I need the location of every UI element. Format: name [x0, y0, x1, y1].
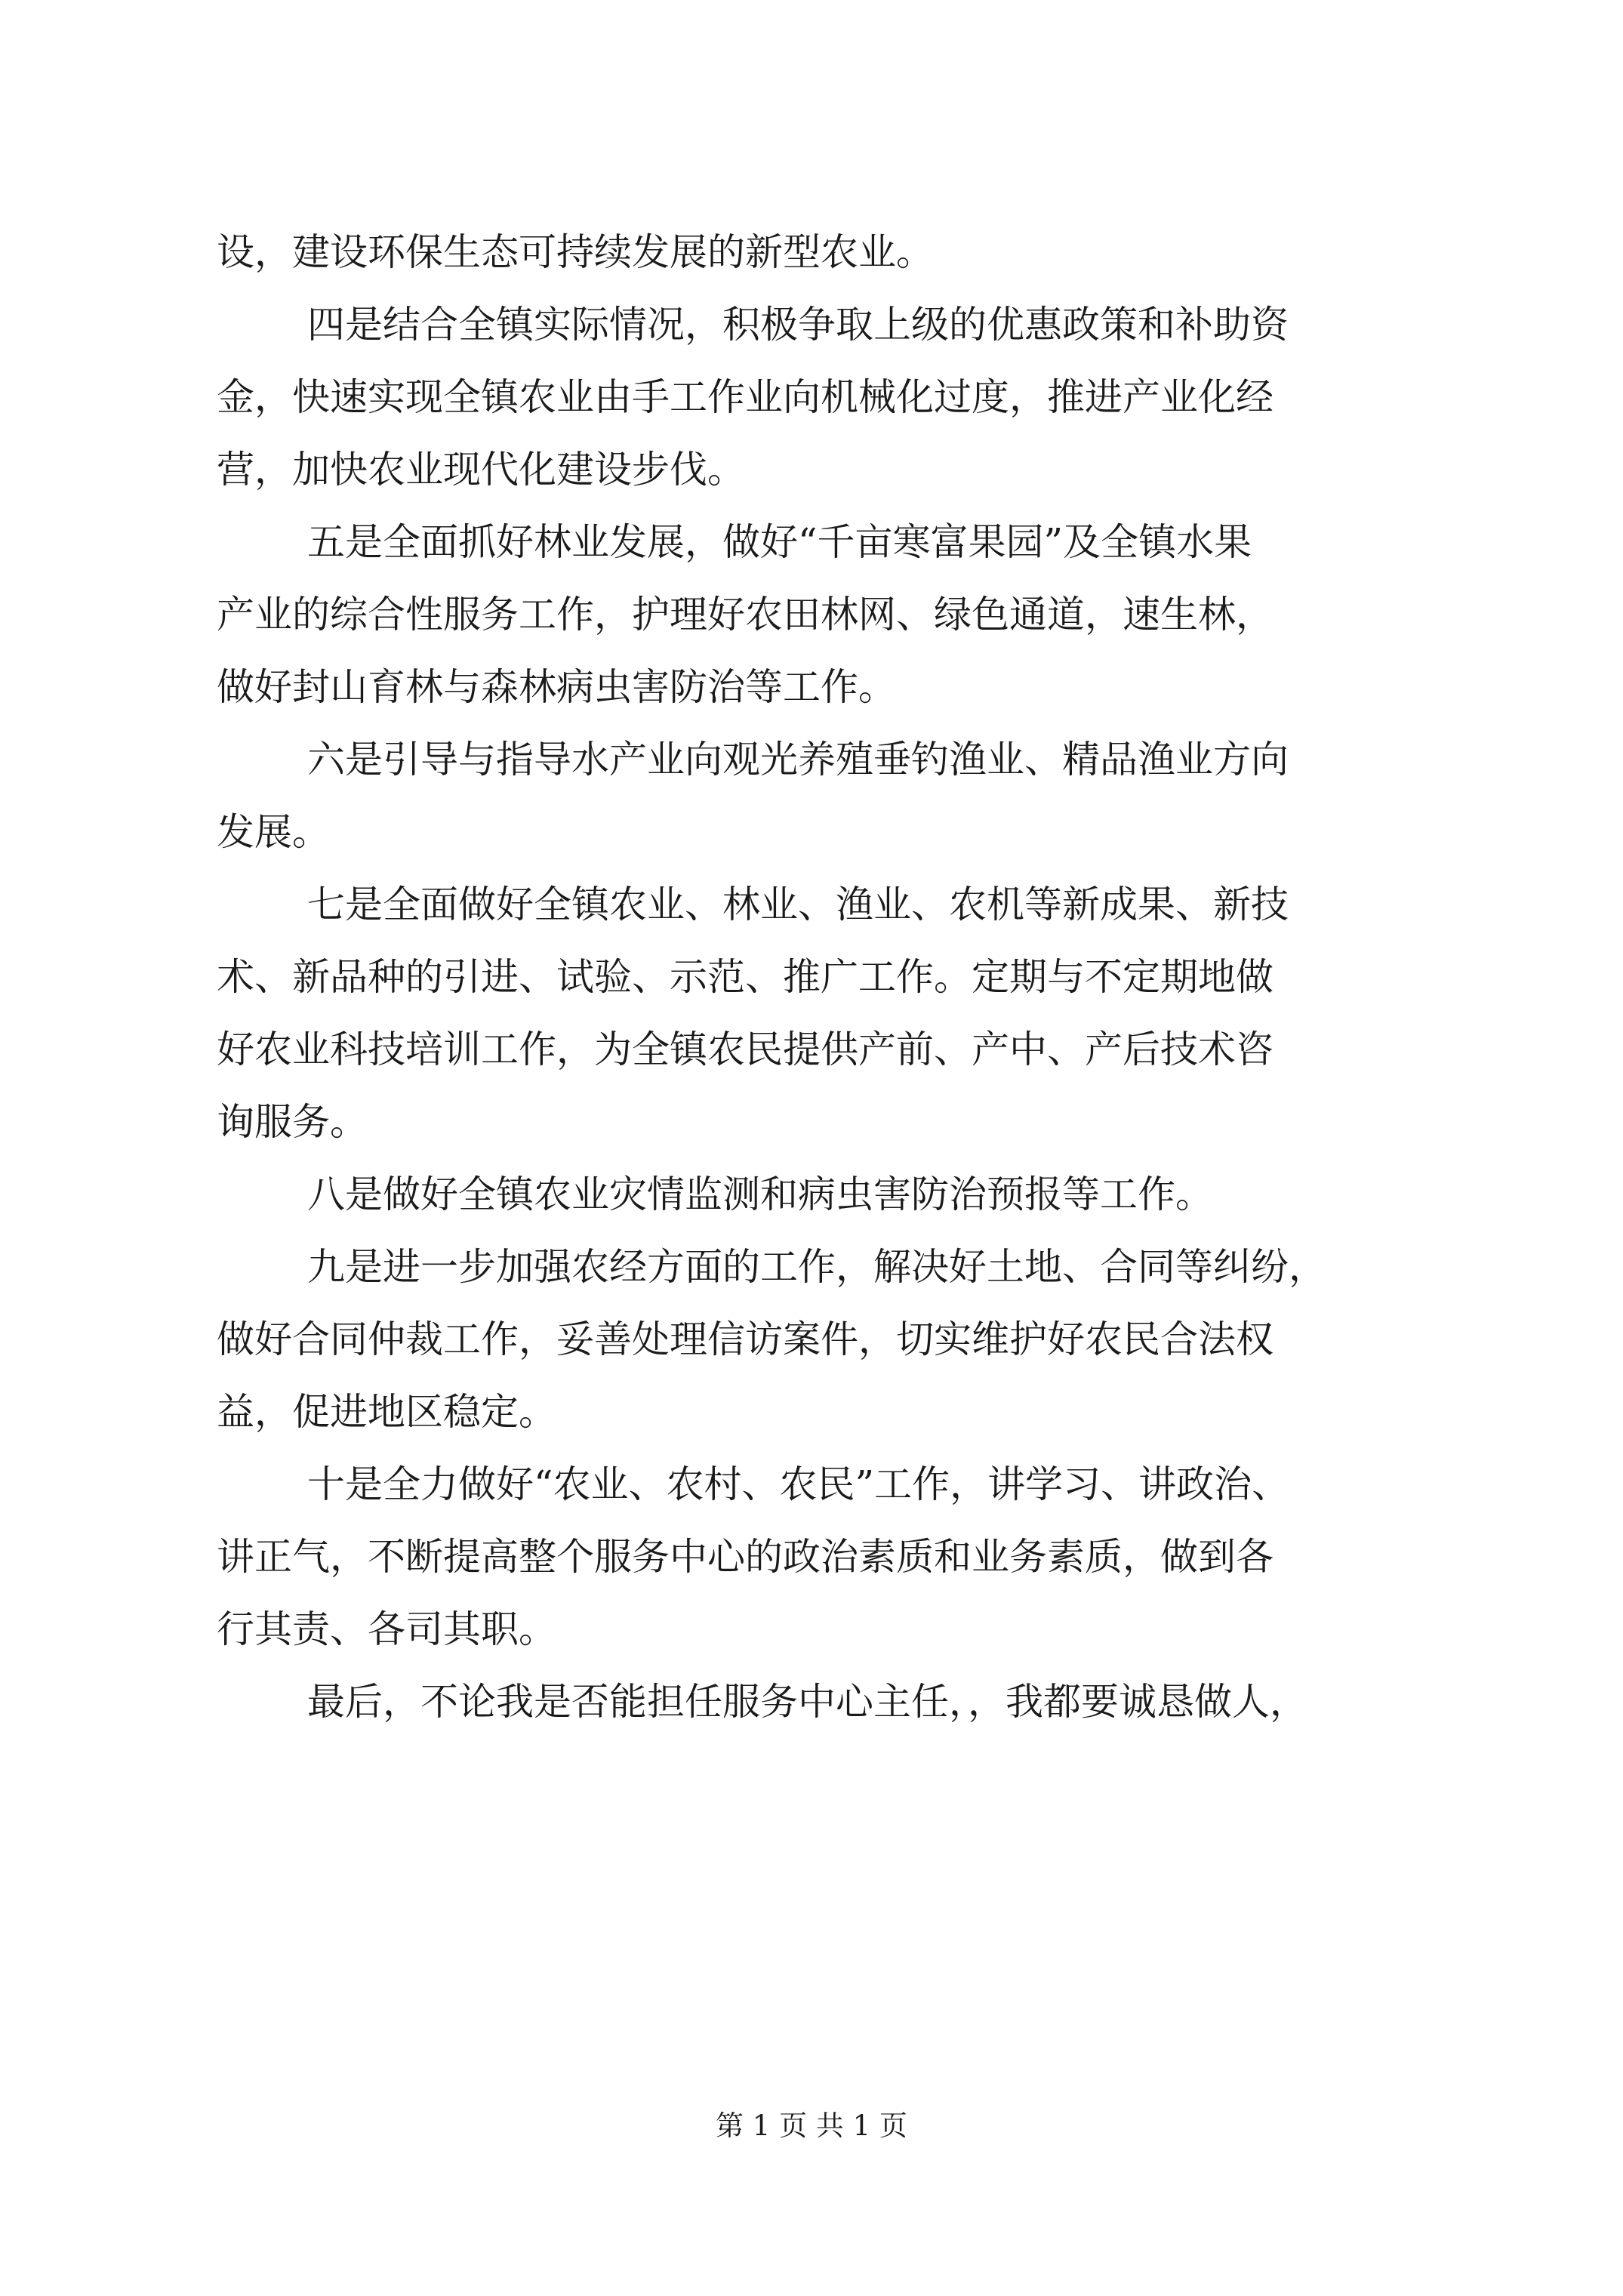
text-line: 发展。 [217, 810, 330, 854]
text-line: 五是全面抓好林业发展，做好“千亩寒富果园”及全镇水果 [307, 520, 1252, 564]
page-number-footer: 第 1 页 共 1 页 [716, 2110, 907, 2142]
text-line: 四是结合全镇实际情况，积极争取上级的优惠政策和补助资 [307, 303, 1289, 347]
text-line: 九是进一步加强农经方面的工作，解决好土地、合同等纠纷， [307, 1245, 1326, 1289]
text-line: 做好合同仲裁工作，妥善处理信访案件，切实维护好农民合法权 [217, 1318, 1273, 1361]
text-line: 行其责、各司其职。 [217, 1607, 556, 1651]
text-line: 七是全面做好全镇农业、林业、渔业、农机等新成果、新技 [307, 883, 1289, 926]
text-line: 讲正气，不断提高整个服务中心的政治素质和业务素质，做到各 [217, 1535, 1273, 1579]
text-line: 营，加快农业现代化建设步伐。 [217, 448, 745, 492]
text-line: 十是全力做好“农业、农村、农民”工作，讲学习、讲政治、 [307, 1462, 1290, 1506]
text-line: 产业的综合性服务工作，护理好农田林网、绿色通道，速生林， [217, 593, 1273, 636]
text-line: 设，建设环保生态可持续发展的新型农业。 [217, 230, 934, 274]
text-line: 八是做好全镇农业灾情监测和病虫害防治预报等工作。 [307, 1173, 1213, 1216]
text-line: 询服务。 [217, 1100, 368, 1144]
text-line: 好农业科技培训工作，为全镇农民提供产前、产中、产后技术咨 [217, 1028, 1273, 1071]
text-line: 术、新品种的引进、试验、示范、推广工作。定期与不定期地做 [217, 955, 1273, 999]
text-line: 益，促进地区稳定。 [217, 1390, 556, 1434]
text-line: 最后，不论我是否能担任服务中心主任，，我都要诚恳做人， [307, 1680, 1307, 1724]
text-line: 六是引导与指导水产业向观光养殖垂钓渔业、精品渔业方向 [307, 738, 1289, 781]
text-line: 金，快速实现全镇农业由手工作业向机械化过度，推进产业化经 [217, 375, 1273, 419]
text-line: 做好封山育林与森林病虫害防治等工作。 [217, 665, 896, 709]
